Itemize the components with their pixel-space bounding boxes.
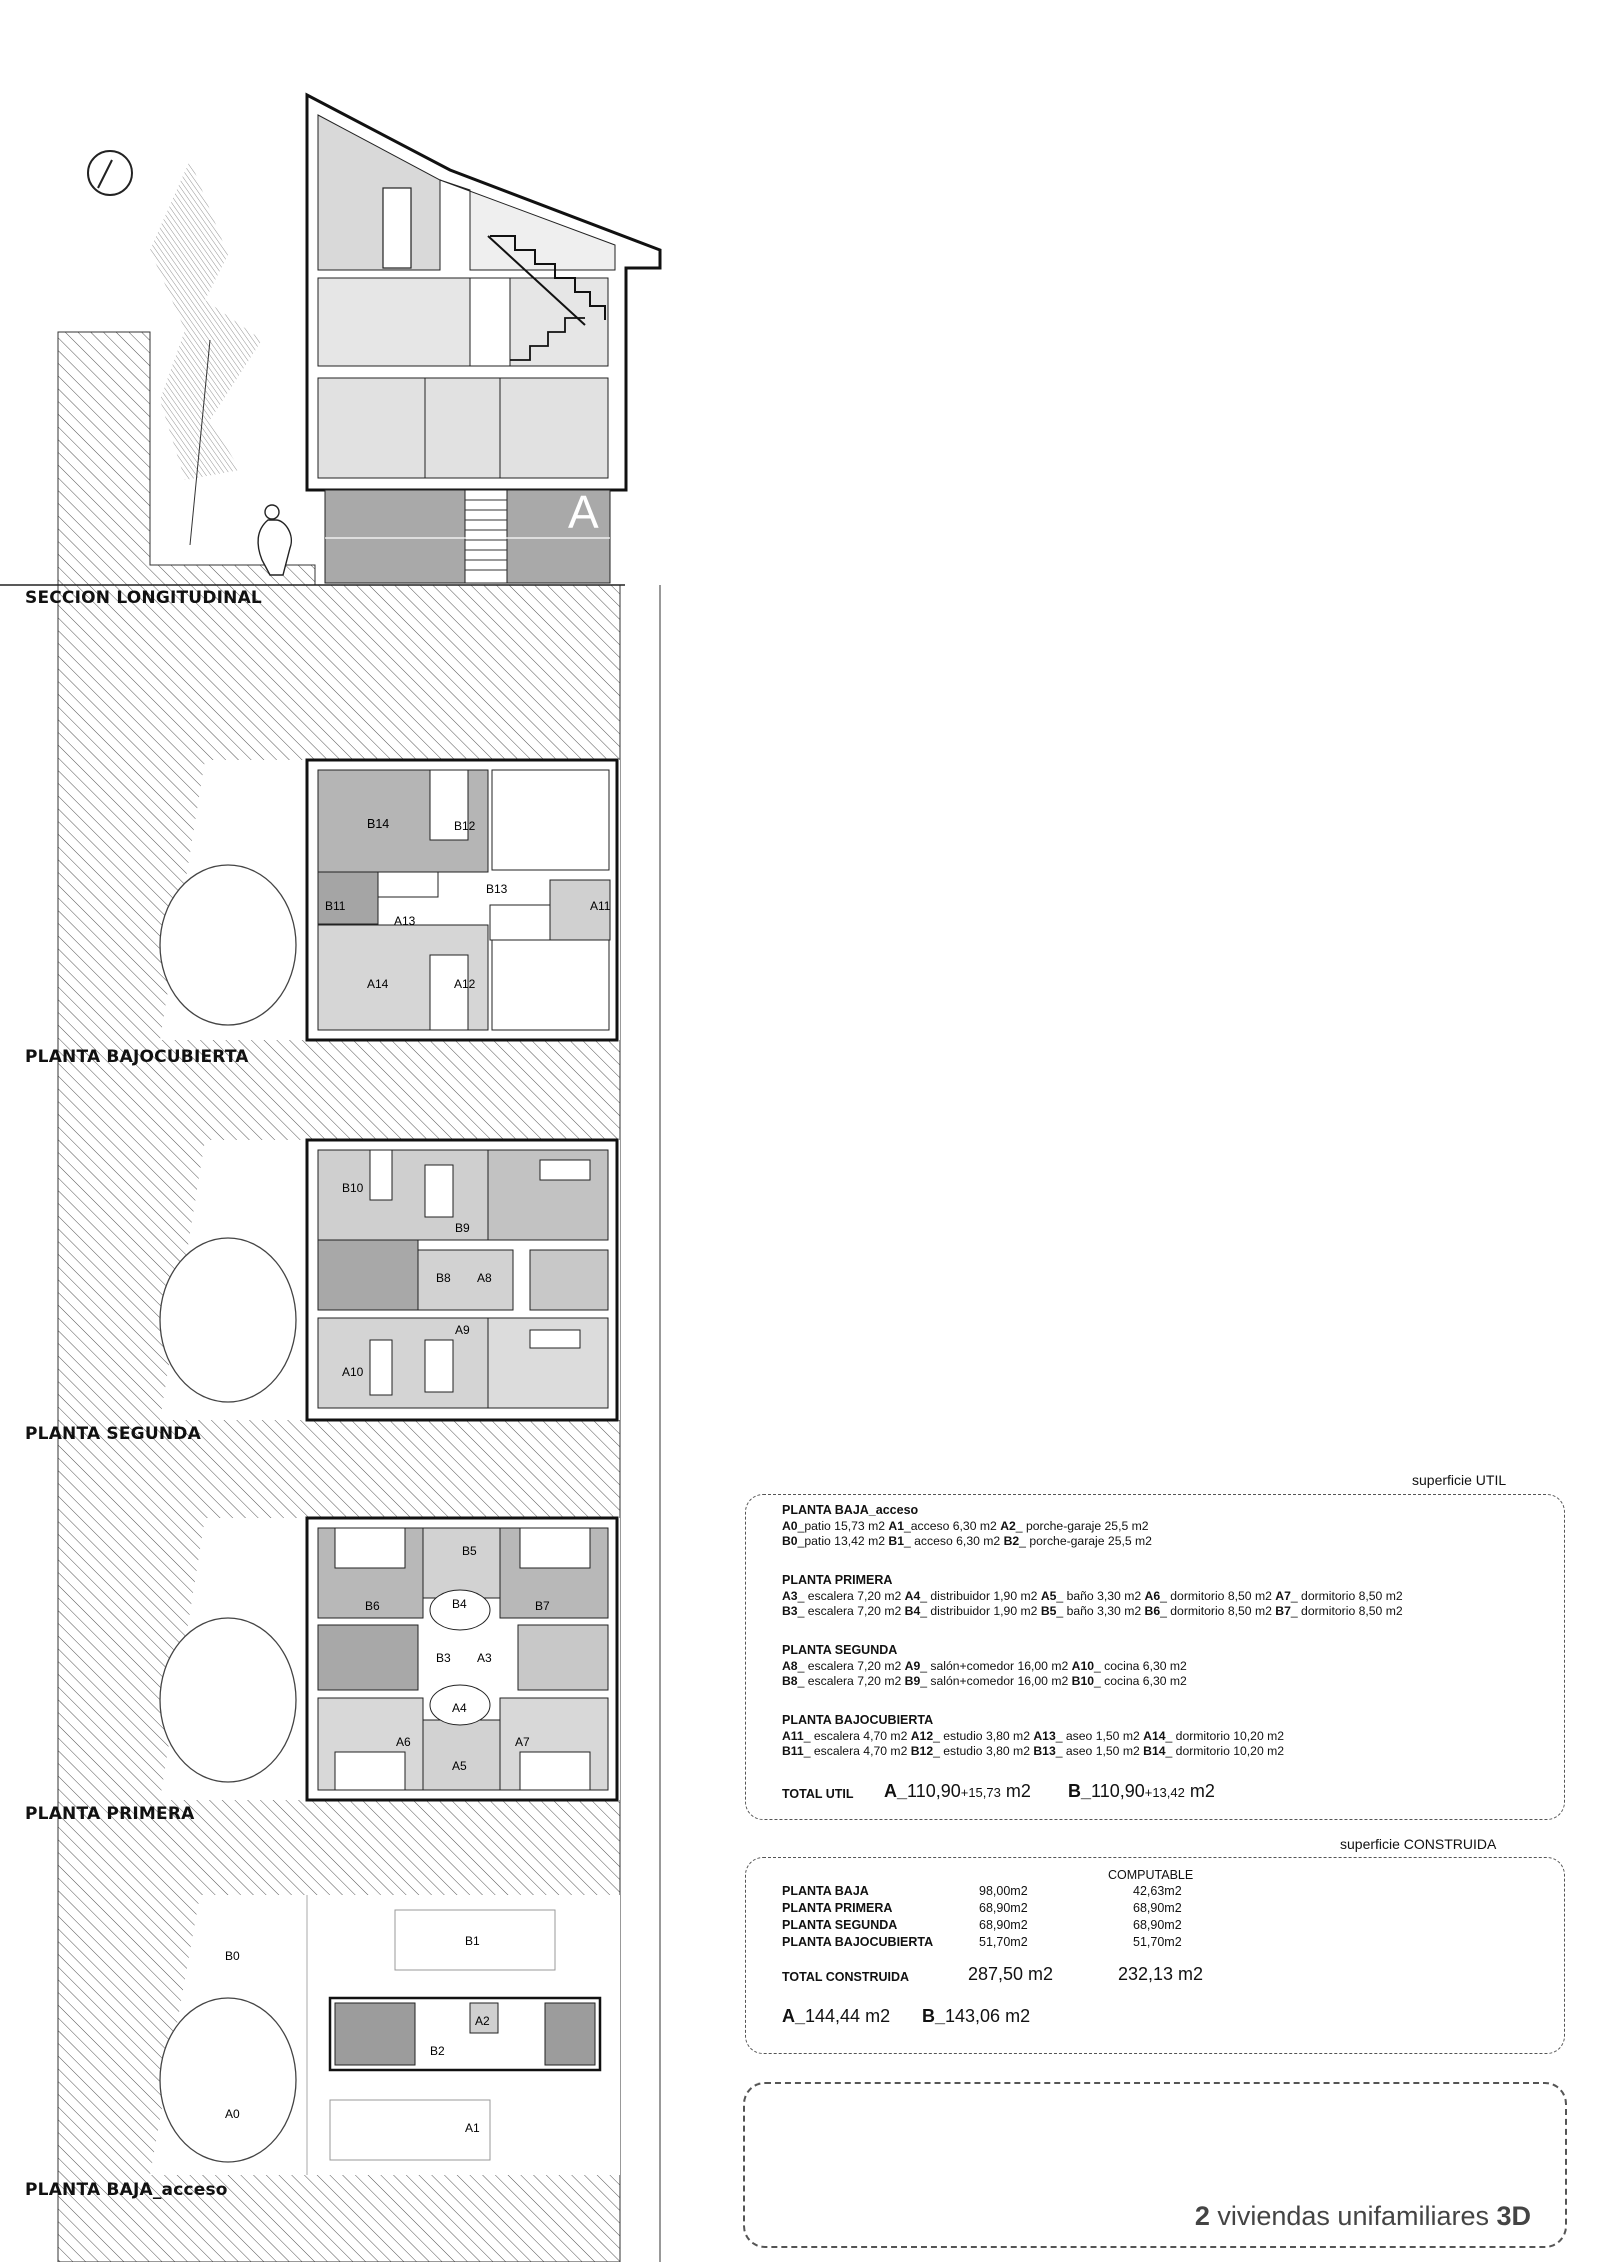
total-util-label: TOTAL UTIL — [782, 1787, 854, 1801]
util-group-heading: PLANTA SEGUNDA — [782, 1643, 898, 1657]
project-number: 2 — [1194, 2201, 1210, 2231]
room-area: _ escalera 7,20 m2 — [797, 1674, 905, 1688]
util-line — [782, 1674, 1187, 1688]
room-label: B13 — [486, 882, 508, 896]
room-code: B2 — [1003, 1534, 1020, 1548]
room-code: A14 — [1143, 1729, 1166, 1743]
construida-computable: 51,70m2 — [1133, 1935, 1182, 1949]
room-code: B3 — [782, 1604, 798, 1618]
room-area: _ dormitorio 8,50 m2 — [1160, 1604, 1276, 1618]
util-caption: superficie UTIL — [1412, 1472, 1507, 1488]
construida-computable: 68,90m2 — [1133, 1918, 1182, 1932]
floor-title-segunda: PLANTA SEGUNDA — [25, 1424, 201, 1444]
construida-built: 98,00m2 — [979, 1884, 1028, 1898]
room-area: _ estudio 3,80 m2 — [933, 1729, 1034, 1743]
room-label: A6 — [396, 1735, 411, 1749]
room-code: B9 — [904, 1674, 921, 1688]
room-label: B2 — [430, 2044, 445, 2058]
construida-caption: superficie CONSTRUIDA — [1340, 1836, 1497, 1852]
room-area: _ escalera 4,70 m2 — [803, 1744, 911, 1758]
floor-title-primera: PLANTA PRIMERA — [25, 1804, 195, 1824]
util-line — [782, 1604, 1403, 1618]
construida-built: 68,90m2 — [979, 1901, 1028, 1915]
room-area: _ cocina 6,30 m2 — [1094, 1659, 1187, 1673]
room-area: _ dormitorio 10,20 m2 — [1165, 1744, 1285, 1758]
room-label: A11 — [590, 899, 611, 913]
house-a-total — [782, 2006, 890, 2027]
construida-computable: 42,63m2 — [1133, 1884, 1182, 1898]
room-area: _ dormitorio 8,50 m2 — [1290, 1589, 1403, 1603]
room-code: A2 — [1000, 1519, 1016, 1533]
util-line — [782, 1659, 1187, 1673]
room-area: _ salón+comedor 16,00 m2 — [920, 1659, 1072, 1673]
house-b-label: B_ — [922, 2006, 946, 2026]
room-code: A8 — [782, 1659, 798, 1673]
room-label: A10 — [342, 1365, 364, 1379]
room-label: A12 — [454, 977, 476, 991]
room-label: A3 — [477, 1651, 492, 1665]
room-area: _ aseo 1,50 m2 — [1055, 1729, 1144, 1743]
room-label: B12 — [454, 819, 476, 833]
construida-label: PLANTA SEGUNDA — [782, 1918, 898, 1932]
room-label: A1 — [465, 2121, 480, 2135]
room-label: B1 — [465, 1934, 480, 1948]
util-line — [782, 1589, 1403, 1603]
construida-label: PLANTA BAJOCUBIERTA — [782, 1935, 934, 1949]
total-util-a-extra: +15,73 — [960, 1785, 1001, 1800]
util-line — [782, 1729, 1284, 1743]
floor-title-bajocubierta: PLANTA BAJOCUBIERTA — [25, 1047, 249, 1067]
construida-built: 68,90m2 — [979, 1918, 1028, 1932]
title-block — [743, 2082, 1567, 2248]
room-code: A1 — [888, 1519, 904, 1533]
room-area: _ escalera 7,20 m2 — [797, 1604, 905, 1618]
room-label: A7 — [515, 1735, 530, 1749]
util-group-heading: PLANTA BAJOCUBIERTA — [782, 1713, 934, 1727]
room-code: A3 — [782, 1589, 798, 1603]
util-line — [782, 1534, 1152, 1548]
house-b-value: 143,06 m2 — [945, 2006, 1031, 2026]
room-label: A8 — [477, 1271, 492, 1285]
room-label: B5 — [462, 1544, 477, 1558]
room-code: B5 — [1040, 1604, 1057, 1618]
project-text: viviendas unifamiliares — [1209, 2201, 1497, 2231]
room-code: A11 — [782, 1729, 804, 1743]
room-code: B8 — [782, 1674, 798, 1688]
room-area: _ escalera 7,20 m2 — [797, 1589, 905, 1603]
room-code: B7 — [1275, 1604, 1291, 1618]
room-code: B12 — [910, 1744, 934, 1758]
room-label: B0 — [225, 1949, 240, 1963]
room-area: _ distribuidor 1,90 m2 — [920, 1589, 1041, 1603]
room-code: B6 — [1144, 1604, 1161, 1618]
room-code: A9 — [904, 1659, 921, 1673]
room-label: A14 — [367, 977, 389, 991]
room-code: B10 — [1071, 1674, 1095, 1688]
total-util-a — [884, 1781, 1031, 1802]
room-code: B0 — [782, 1534, 798, 1548]
room-code: A10 — [1071, 1659, 1095, 1673]
construida-built: 51,70m2 — [979, 1935, 1028, 1949]
room-area: _patio 15,73 m2 — [797, 1519, 889, 1533]
room-label: B3 — [436, 1651, 451, 1665]
room-label: A5 — [452, 1759, 467, 1773]
room-area: _ escalera 7,20 m2 — [797, 1659, 905, 1673]
room-area: _ dormitorio 10,20 m2 — [1165, 1729, 1285, 1743]
room-label: B7 — [535, 1599, 550, 1613]
room-label: B10 — [342, 1181, 364, 1195]
room-label: A0 — [225, 2107, 240, 2121]
util-line — [782, 1519, 1149, 1533]
total-construida-computable: 232,13 m2 — [1118, 1964, 1204, 1984]
room-area: _patio 13,42 m2 — [797, 1534, 889, 1548]
total-util-a-value: 110,90 — [907, 1781, 961, 1801]
util-panel — [745, 1494, 1565, 1820]
room-code: B14 — [1143, 1744, 1166, 1758]
room-area: _ salón+comedor 16,00 m2 — [920, 1674, 1072, 1688]
room-label: A13 — [394, 914, 416, 928]
room-label: A9 — [455, 1323, 470, 1337]
room-area: _ escalera 4,70 m2 — [803, 1729, 911, 1743]
util-group-heading: PLANTA BAJA_acceso — [782, 1503, 919, 1517]
room-code: B4 — [904, 1604, 921, 1618]
total-construida-built: 287,50 m2 — [968, 1964, 1054, 1984]
section-tag: A — [568, 486, 599, 538]
room-code: B11 — [782, 1744, 804, 1758]
total-util-b — [1068, 1781, 1215, 1802]
room-code: A13 — [1033, 1729, 1056, 1743]
room-area: _ baño 3,30 m2 — [1056, 1604, 1145, 1618]
room-label: B8 — [436, 1271, 451, 1285]
util-group-heading: PLANTA PRIMERA — [782, 1573, 893, 1587]
house-a-value: 144,44 m2 — [805, 2006, 891, 2026]
house-b-total — [922, 2006, 1030, 2027]
room-label: B6 — [365, 1599, 380, 1613]
room-area: _ porche-garaje 25,5 m2 — [1019, 1534, 1152, 1548]
room-area: _ estudio 3,80 m2 — [933, 1744, 1034, 1758]
total-util-b-unit: m2 — [1184, 1781, 1215, 1801]
room-label: A2 — [475, 2014, 490, 2028]
util-line — [782, 1744, 1284, 1758]
construida-computable: 68,90m2 — [1133, 1901, 1182, 1915]
room-label: A4 — [452, 1701, 467, 1715]
construida-label: PLANTA BAJA — [782, 1884, 869, 1898]
project-suffix: 3D — [1496, 2201, 1531, 2231]
room-area: _ aseo 1,50 m2 — [1055, 1744, 1144, 1758]
room-code: A7 — [1275, 1589, 1291, 1603]
room-area: _ porche-garaje 25,5 m2 — [1015, 1519, 1149, 1533]
room-code: A5 — [1040, 1589, 1057, 1603]
room-area: _ acceso 6,30 m2 — [903, 1534, 1004, 1548]
construida-label: PLANTA PRIMERA — [782, 1901, 893, 1915]
total-util-a-prefix: A_ — [884, 1781, 908, 1801]
total-util-a-unit: m2 — [1000, 1781, 1031, 1801]
room-label: B9 — [455, 1221, 470, 1235]
room-area: _acceso 6,30 m2 — [903, 1519, 1001, 1533]
room-code: A12 — [910, 1729, 934, 1743]
total-util-b-value: 110,90 — [1091, 1781, 1145, 1801]
house-a-label: A_ — [782, 2006, 806, 2026]
room-code: A4 — [904, 1589, 921, 1603]
section-title: SECCION LONGITUDINAL — [25, 588, 262, 608]
room-area: _ dormitorio 8,50 m2 — [1160, 1589, 1276, 1603]
room-label: B11 — [325, 899, 346, 913]
room-code: B1 — [888, 1534, 904, 1548]
room-label: B14 — [367, 817, 390, 831]
room-label: B4 — [452, 1597, 467, 1611]
room-area: _ dormitorio 8,50 m2 — [1290, 1604, 1403, 1618]
construida-panel — [745, 1857, 1565, 2054]
total-util-b-extra: +13,42 — [1144, 1785, 1185, 1800]
room-code: A0 — [782, 1519, 798, 1533]
room-area: _ baño 3,30 m2 — [1056, 1589, 1145, 1603]
room-area: _ cocina 6,30 m2 — [1094, 1674, 1187, 1688]
project-title — [1195, 2201, 1531, 2232]
total-construida-label: TOTAL CONSTRUIDA — [782, 1970, 910, 1984]
total-util-b-prefix: B_ — [1068, 1781, 1092, 1801]
floor-title-baja: PLANTA BAJA_acceso — [25, 2180, 228, 2200]
room-area: _ distribuidor 1,90 m2 — [920, 1604, 1041, 1618]
room-code: A6 — [1144, 1589, 1161, 1603]
room-code: B13 — [1033, 1744, 1056, 1758]
computable-header: COMPUTABLE — [1108, 1868, 1194, 1882]
